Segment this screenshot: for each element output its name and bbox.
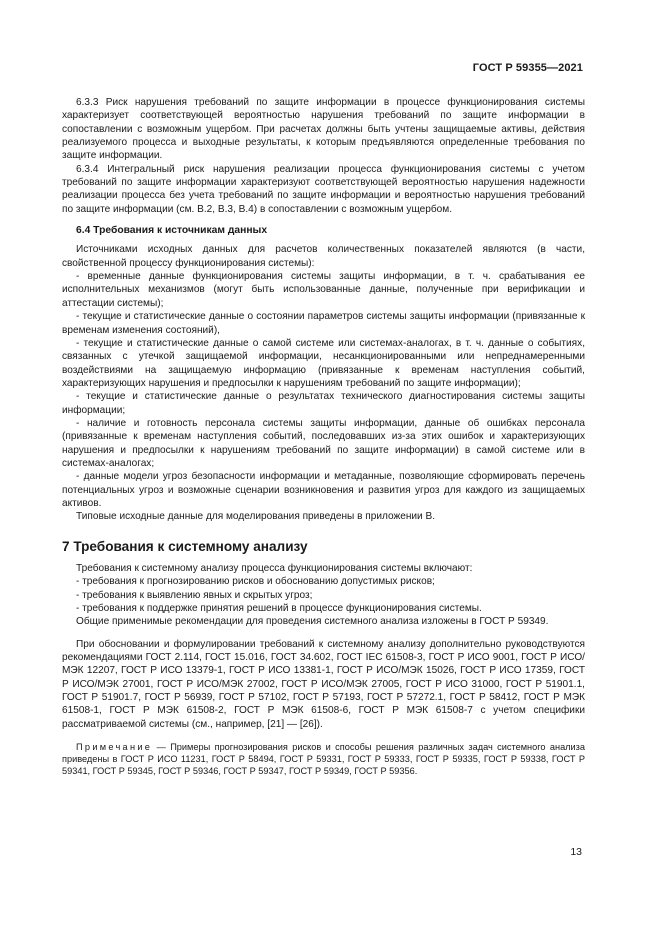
data-sources-closing: Типовые исходные данные для моделирования приведены в приложении В. [76, 511, 436, 523]
section-6-4-heading: 6.4 Требования к источникам данных [76, 225, 268, 237]
general-recommendations: Общие применимые рекомендации для проведения системного анализа изложены в ГОСТ Р 59349. [76, 616, 549, 628]
document-body [62, 96, 585, 777]
list-item: - требования к выявлению явных и скрытых угроз; [76, 589, 313, 601]
note-text: — Примеры прогнозирования рисков и способы решения различных задач системного анализа приведены в ГОСТ Р ИСО 11231, ГОСТ Р 58494, ГОСТ Р 59331, ГОСТ Р 59333, ГОСТ Р 59335, ГОСТ Р 59338, ГОСТ Р 59341, ГОСТ Р 59345, ГОСТ Р 59346, ГОСТ Р 59347, ГОСТ Р 59349, ГОСТ Р 59356. [62, 742, 585, 777]
list-item: - требования к поддержке принятия решений в процессе функционирования системы. [76, 603, 482, 615]
additional-standards: При обосновании и формулировании требований к системному анализу дополнительно руководствуются рекомендациями ГОСТ 2.114, ГОСТ 15.016, ГОСТ 34.602, ГОСТ IEC 61508-3, ГОСТ Р ИСО 9001, ГОСТ Р ИСО/МЭК 12207, ГОСТ Р ИСО 13379-1, ГОСТ Р ИСО 13381-1, ГОСТ Р ИСО/МЭК 15026, ГОСТ Р ИСО 17359, ГОСТ Р ИСО/МЭК 27001, ГОСТ Р ИСО/МЭК 27002, ГОСТ Р ИСО/МЭК 27005, ГОСТ Р ИСО 31000, ГОСТ Р 51901.1, ГОСТ Р 51901.7, ГОСТ Р 56939, ГОСТ Р 57102, ГОСТ Р 57193, ГОСТ Р 57272.1, ГОСТ Р 58412, ГОСТ Р МЭК 61508-1, ГОСТ Р МЭК 61508-2, ГОСТ Р МЭК 61508-6, ГОСТ Р МЭК 61508-7 с учетом специфики рассматриваемой системы (см., например, [21] — [26]). [62, 638, 585, 730]
clause-6-3-4: 6.3.4 Интегральный риск нарушения реализации процесса функционирования системы с учетом требований по защите информации характеризуют соответствующей вероятностью нарушения надежности реализации процесса без учета требований по защите информации и вероятностью нарушения требований по защите информации (см. В.2, В.3, В.4) в сопоставлении с возможным ущербом. [62, 163, 585, 215]
list-item: - требования к прогнозированию рисков и обоснованию допустимых рисков; [76, 576, 435, 588]
clause-6-3-3: 6.3.3 Риск нарушения требований по защите информации в процессе функционирования системы характеризует соответствующей вероятностью нарушения требований по защите информации в сопоставлении с возможным ущербом. При расчетах должны быть учтены защищаемые активы, действия реализуемого процесса и выходные результаты, к которым предъявляются определенные требования по защите информации. [62, 97, 585, 162]
note-label: Примечание [76, 742, 153, 753]
document-code: ГОСТ Р 59355—2021 [472, 62, 583, 74]
section-7-heading: 7 Требования к системному анализу [62, 538, 308, 554]
list-item: - текущие и статистические данные о состоянии параметров системы защиты информации (привязанные к временам изменения состояний), [62, 311, 585, 336]
list-item: - текущие и статистические данные о самой системе или системах-аналогах, в т. ч. данные о событиях, связанных с утечкой защищаемой информации, несанкционированными или непреднамеренными воздействиями на защищаемую информацию (привязанные к временам наступления событий, характеризующих нарушения и предпосылки к нарушениям требований по защите информации); [62, 337, 585, 389]
note [62, 741, 585, 777]
list-item: - временные данные функционирования системы защиты информации, в т. ч. срабатывания ее исполнительных механизмов (могут быть использованные данные, полученные при верификации и аттестации системы); [62, 271, 585, 309]
list-item: - наличие и готовность персонала системы защиты информации, данные об ошибках персонала (привязанные к временам наступления событий, последовавших из-за этих ошибок и характеризующих нарушения и предпосылки к нарушениям требований по защите информации) в самой системе или в системах-аналогах; [62, 417, 585, 469]
system-analysis-intro: Требования к системному анализу процесса функционирования системы включают: [76, 563, 473, 574]
page-number: 13 [570, 846, 582, 858]
list-item: - текущие и статистические данные о результатах технического диагностирования системы защиты информации; [62, 391, 585, 416]
list-item: - данные модели угроз безопасности информации и метаданные, позволяющие сформировать перечень потенциальных угроз и возможные сценарии возникновения и развития угроз для каждого из защищаемых активов. [62, 471, 585, 509]
data-sources-intro: Источниками исходных данных для расчетов количественных показателей являются (в части, свойственной процессу функционирования системы): [62, 244, 585, 269]
